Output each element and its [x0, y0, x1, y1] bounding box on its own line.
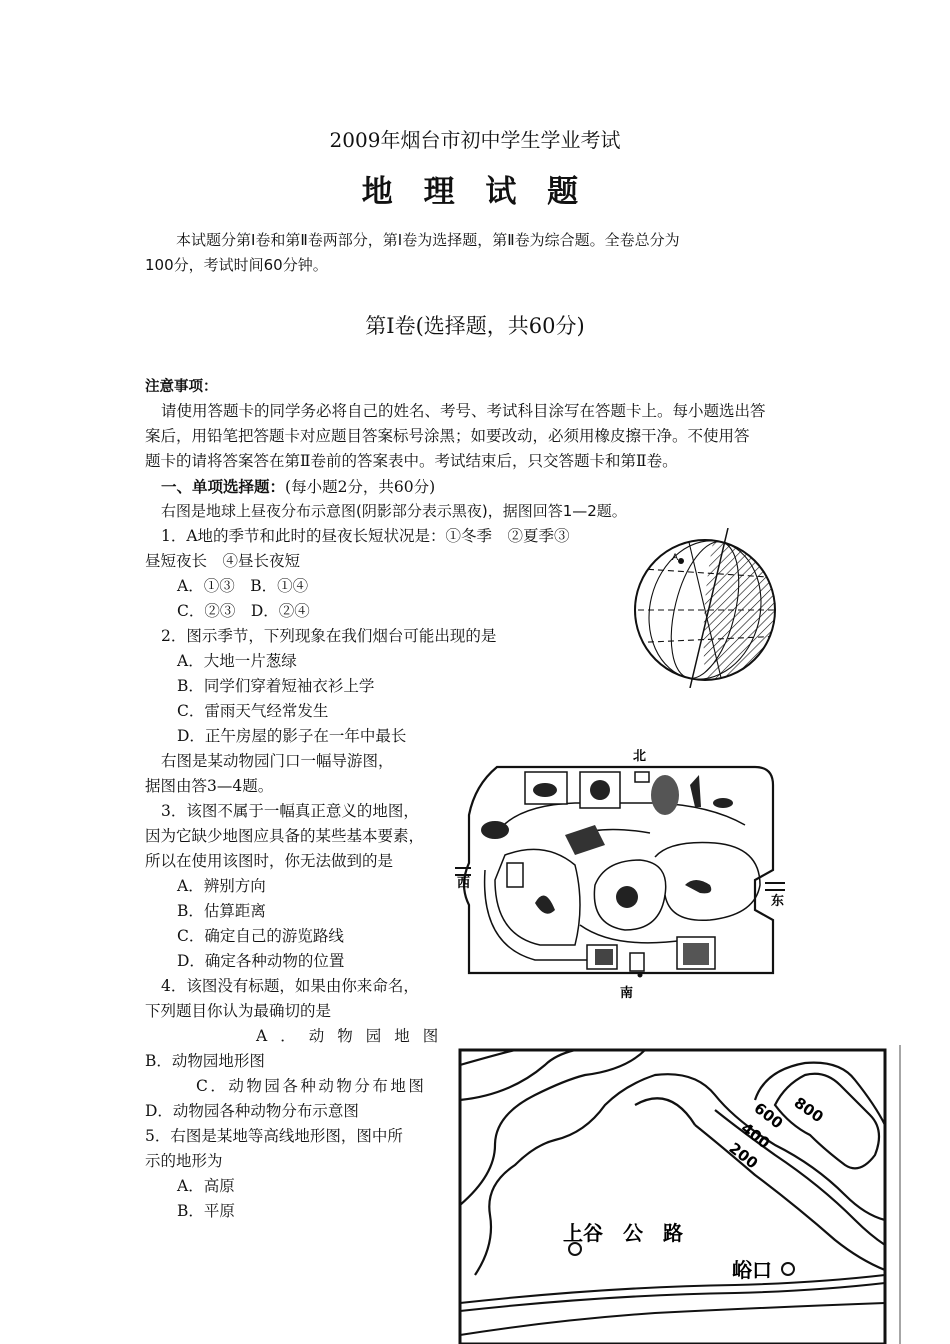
- q3-line-3: 所以在使用该图时，你无法做到的是: [145, 852, 394, 870]
- contour-label-600: 600: [750, 1098, 787, 1133]
- q2-option-d: D．正午房屋的影子在一年中最长: [177, 727, 407, 745]
- contour-label-800: 800: [790, 1093, 827, 1127]
- q1-options-ab: A．①③ B．①④: [177, 577, 309, 595]
- contour-line: [460, 1050, 645, 1205]
- point-a-marker: [678, 558, 684, 564]
- valley-mouth-label: 峪口: [732, 1258, 772, 1282]
- q3-line-2: 因为它缺少地图应具备的某些基本要素，: [145, 827, 425, 845]
- intro-line-2: 100分，考试时间60分钟。: [145, 256, 328, 274]
- q3-line-1: 3．该图不属于一幅真正意义的地图，: [161, 802, 419, 820]
- notice-line-1: 请使用答题卡的同学务必将自己的姓名、考号、考试科目涂写在答题卡上。每小题选出答: [161, 402, 766, 420]
- lead-q1-2: 右图是地球上昼夜分布示意图(阴影部分表示黑夜)，据图回答1—2题。: [161, 502, 627, 520]
- q2-option-a: A．大地一片葱绿: [177, 652, 297, 670]
- notice-heading: 注意事项：: [145, 378, 218, 395]
- q4-option-b: B．动物园地形图: [145, 1052, 265, 1070]
- part1-title: 第Ⅰ卷(选择题，共60分): [365, 314, 585, 338]
- notice-line-3: 题卡的请将答案答在第Ⅱ卷前的答案表中。考试结束后，只交答题卡和第Ⅱ卷。: [145, 452, 678, 470]
- point-a-label: A: [672, 553, 679, 563]
- contour-label-200: 200: [725, 1138, 762, 1173]
- road-label: 上谷 公 路: [563, 1221, 683, 1245]
- q5-line-1: 5．右图是某地等高线地形图，图中所: [145, 1127, 403, 1145]
- q1-options-cd: C．②③ D．②④: [177, 602, 310, 620]
- section-note: (每小题2分，共60分): [285, 478, 436, 496]
- day-night-globe-figure: [628, 528, 783, 688]
- exam-title: 2009年烟台市初中学生学业考试: [329, 128, 621, 152]
- zoo-lake: [655, 843, 760, 921]
- q4-option-c: C．动物园各种动物分布地图: [196, 1077, 427, 1095]
- q4-option-a: A．动物园地图: [256, 1027, 452, 1045]
- q2-stem: 2．图示季节，下列现象在我们烟台可能出现的是: [161, 627, 497, 645]
- compass-north: 北: [633, 749, 647, 764]
- subject-title: 地 理 试 题: [361, 174, 589, 210]
- contour-line: [460, 1050, 515, 1065]
- contour-map-figure: [455, 1045, 905, 1344]
- section-heading: [161, 474, 435, 500]
- q1-line-2: 昼短夜长 ④昼长夜短: [145, 552, 301, 570]
- contour-map-frame: [460, 1050, 885, 1344]
- contour-label-400: 400: [737, 1118, 774, 1153]
- q4-line-2: 下列题目你认为最确切的是: [145, 1002, 332, 1020]
- compass-west: 西: [457, 876, 471, 891]
- valley-mouth-marker: [782, 1263, 794, 1275]
- q4-option-d: D．动物园各种动物分布示意图: [145, 1102, 359, 1120]
- q4-line-1: 4．该图没有标题，如果由你来命名，: [161, 977, 419, 995]
- contour-line: [460, 1050, 575, 1100]
- q2-option-b: B．同学们穿着短袖衣衫上学: [177, 677, 375, 695]
- q2-option-c: C．雷雨天气经常发生: [177, 702, 329, 720]
- q3-option-c: C．确定自己的游览路线: [177, 927, 344, 945]
- river-line: [460, 1303, 885, 1335]
- q5-line-2: 示的地形为: [145, 1152, 223, 1170]
- lead-q3-4-line-1: 右图是某动物园门口一幅导游图，: [161, 752, 394, 770]
- section-heading-label: 一、单项选择题：: [161, 477, 286, 496]
- q5-option-a: A．高原: [177, 1177, 235, 1195]
- intro-line-1: 本试题分第Ⅰ卷和第Ⅱ卷两部分，第Ⅰ卷为选择题，第Ⅱ卷为综合题。全卷总分为: [176, 231, 680, 249]
- notice-line-2: 案后，用铅笔把答题卡对应题目答案标号涂黑；如要改动，必须用橡皮擦干净。不使用答: [145, 427, 750, 445]
- contour-200: [695, 1125, 885, 1270]
- q3-option-b: B．估算距离: [177, 902, 266, 920]
- q3-option-a: A．辨别方向: [177, 877, 266, 895]
- compass-east: 东: [771, 894, 785, 909]
- q5-option-b: B．平原: [177, 1202, 235, 1220]
- compass-south: 南: [620, 986, 634, 1001]
- q1-line-1: 1．A地的季节和此时的昼夜长短状况是：①冬季 ②夏季③: [161, 527, 570, 545]
- lead-q3-4-line-2: 据图由答3—4题。: [145, 777, 274, 795]
- zoo-guide-map-figure: [455, 745, 785, 1003]
- q3-option-d: D．确定各种动物的位置: [177, 952, 345, 970]
